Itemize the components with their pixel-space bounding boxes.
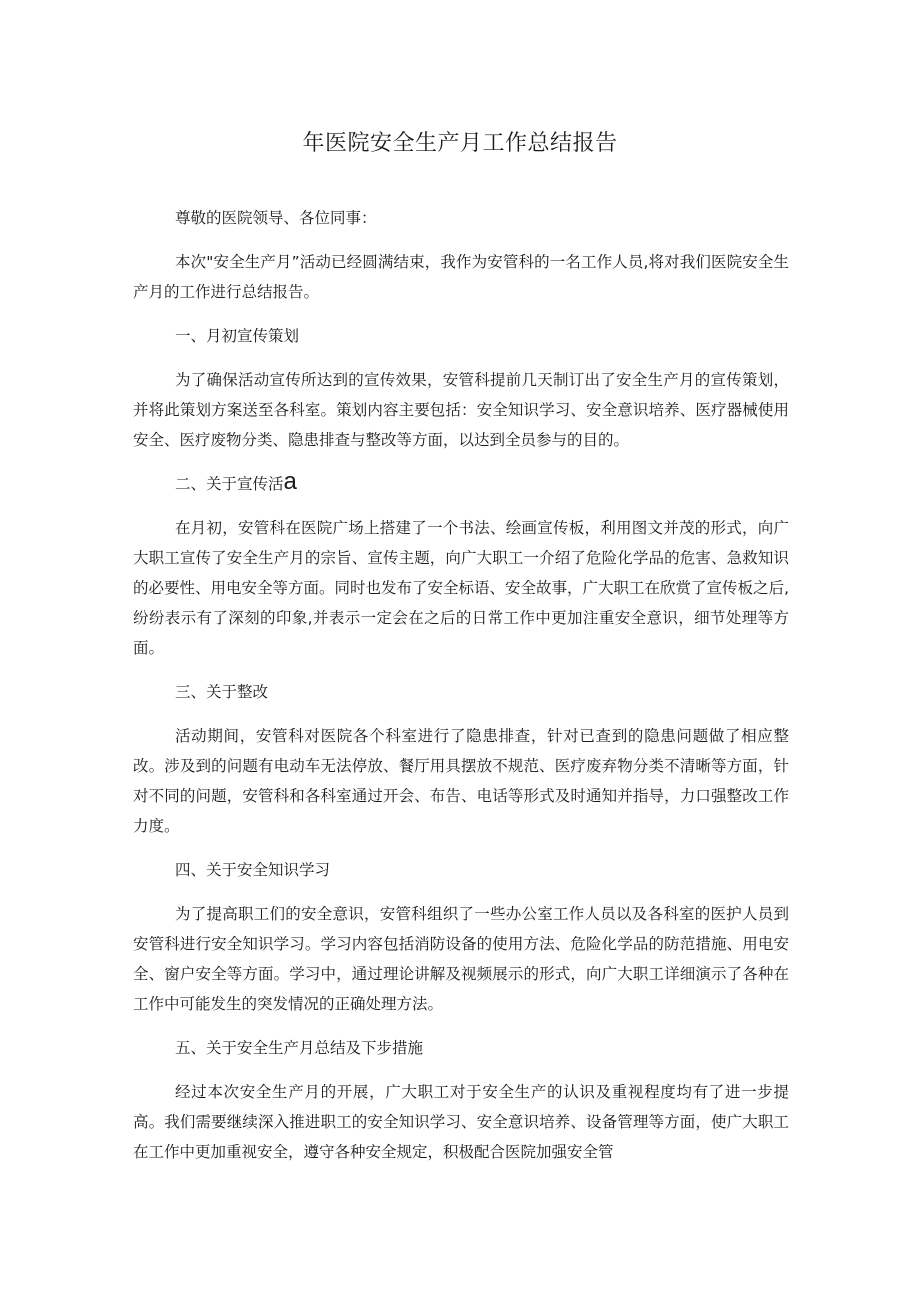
section-1-body: 为了确保活动宣传所达到的宣传效果，安管科提前几天制订出了安全生产月的宣传策划，并将此策划方案送至各科室。策划内容主要包括：安全知识学习、安全意识培养、医疗器械使用安全、医疗废物分类、隐患排查与整改等方面，以达到全员参与的目的。 [133, 371, 789, 449]
section-1-heading: 一、月初宣传策划 [175, 327, 300, 345]
section-5-heading: 五、关于安全生产月总结及下步措施 [175, 1039, 424, 1057]
section-3-heading: 三、关于整改 [175, 683, 269, 701]
document-body [133, 203, 789, 1181]
section-5-body: 经过本次安全生产月的开展，广大职工对于安全生产的认识及重视程度均有了进一步提高。我们需要继续深入推进职工的安全知识学习、安全意识培养、设备管理等方面，使广大职工在工作中更加重视安全，遵守各种安全规定，积极配合医院加强安全管 [133, 1083, 789, 1161]
intro-paragraph: 本次"安全生产月”活动已经圆满结束，我作为安管科的一名工作人员,将对我们医院安全生产月的工作进行总结报告。 [133, 253, 789, 301]
greeting: 尊敬的医院领导、各位同事： [175, 209, 377, 227]
section-2-body: 在月初，安管科在医院广场上搭建了一个书法、绘画宣传板，利用图文并茂的形式，向广大职工宣传了安全生产月的宗旨、宣传主题，向广大职工一介绍了危险化学品的危害、急救知识的必要性、用电安全等方面。同时也发布了安全标语、安全故事，广大职工在欣赏了宣传板之后,纷纷表示有了深刻的印象,并表示一定会在之后的日常工作中更加注重安全意识，细节处理等方面。 [133, 519, 789, 657]
section-4-heading: 四、关于安全知识学习 [175, 861, 331, 879]
section-2-heading-mark: a [283, 468, 297, 495]
section-2-heading [133, 469, 789, 499]
section-3-body: 活动期间，安管科对医院各个科室进行了隐患排查，针对已查到的隐患问题做了相应整改。涉及到的问题有电动车无法停放、餐厅用具摆放不规范、医疗废弃物分类不清晰等方面，针对不同的问题，安管科和各科室通过开会、布告、电话等形式及时通知并指导，力口强整改工作力度。 [133, 727, 789, 835]
section-4-body: 为了提高职工们的安全意识，安管科组织了一些办公室工作人员以及各科室的医护人员到安管科进行安全知识学习。学习内容包括消防设备的使用方法、危险化学品的防范措施、用电安全、窗户安全等方面。学习中，通过理论讲解及视频展示的形式，向广大职工详细演示了各种在工作中可能发生的突发情况的正确处理方法。 [133, 905, 789, 1013]
document-title: 年医院安全生产月工作总结报告 [302, 131, 618, 156]
section-2-heading-text: 二、关于宣传活 [175, 475, 284, 493]
